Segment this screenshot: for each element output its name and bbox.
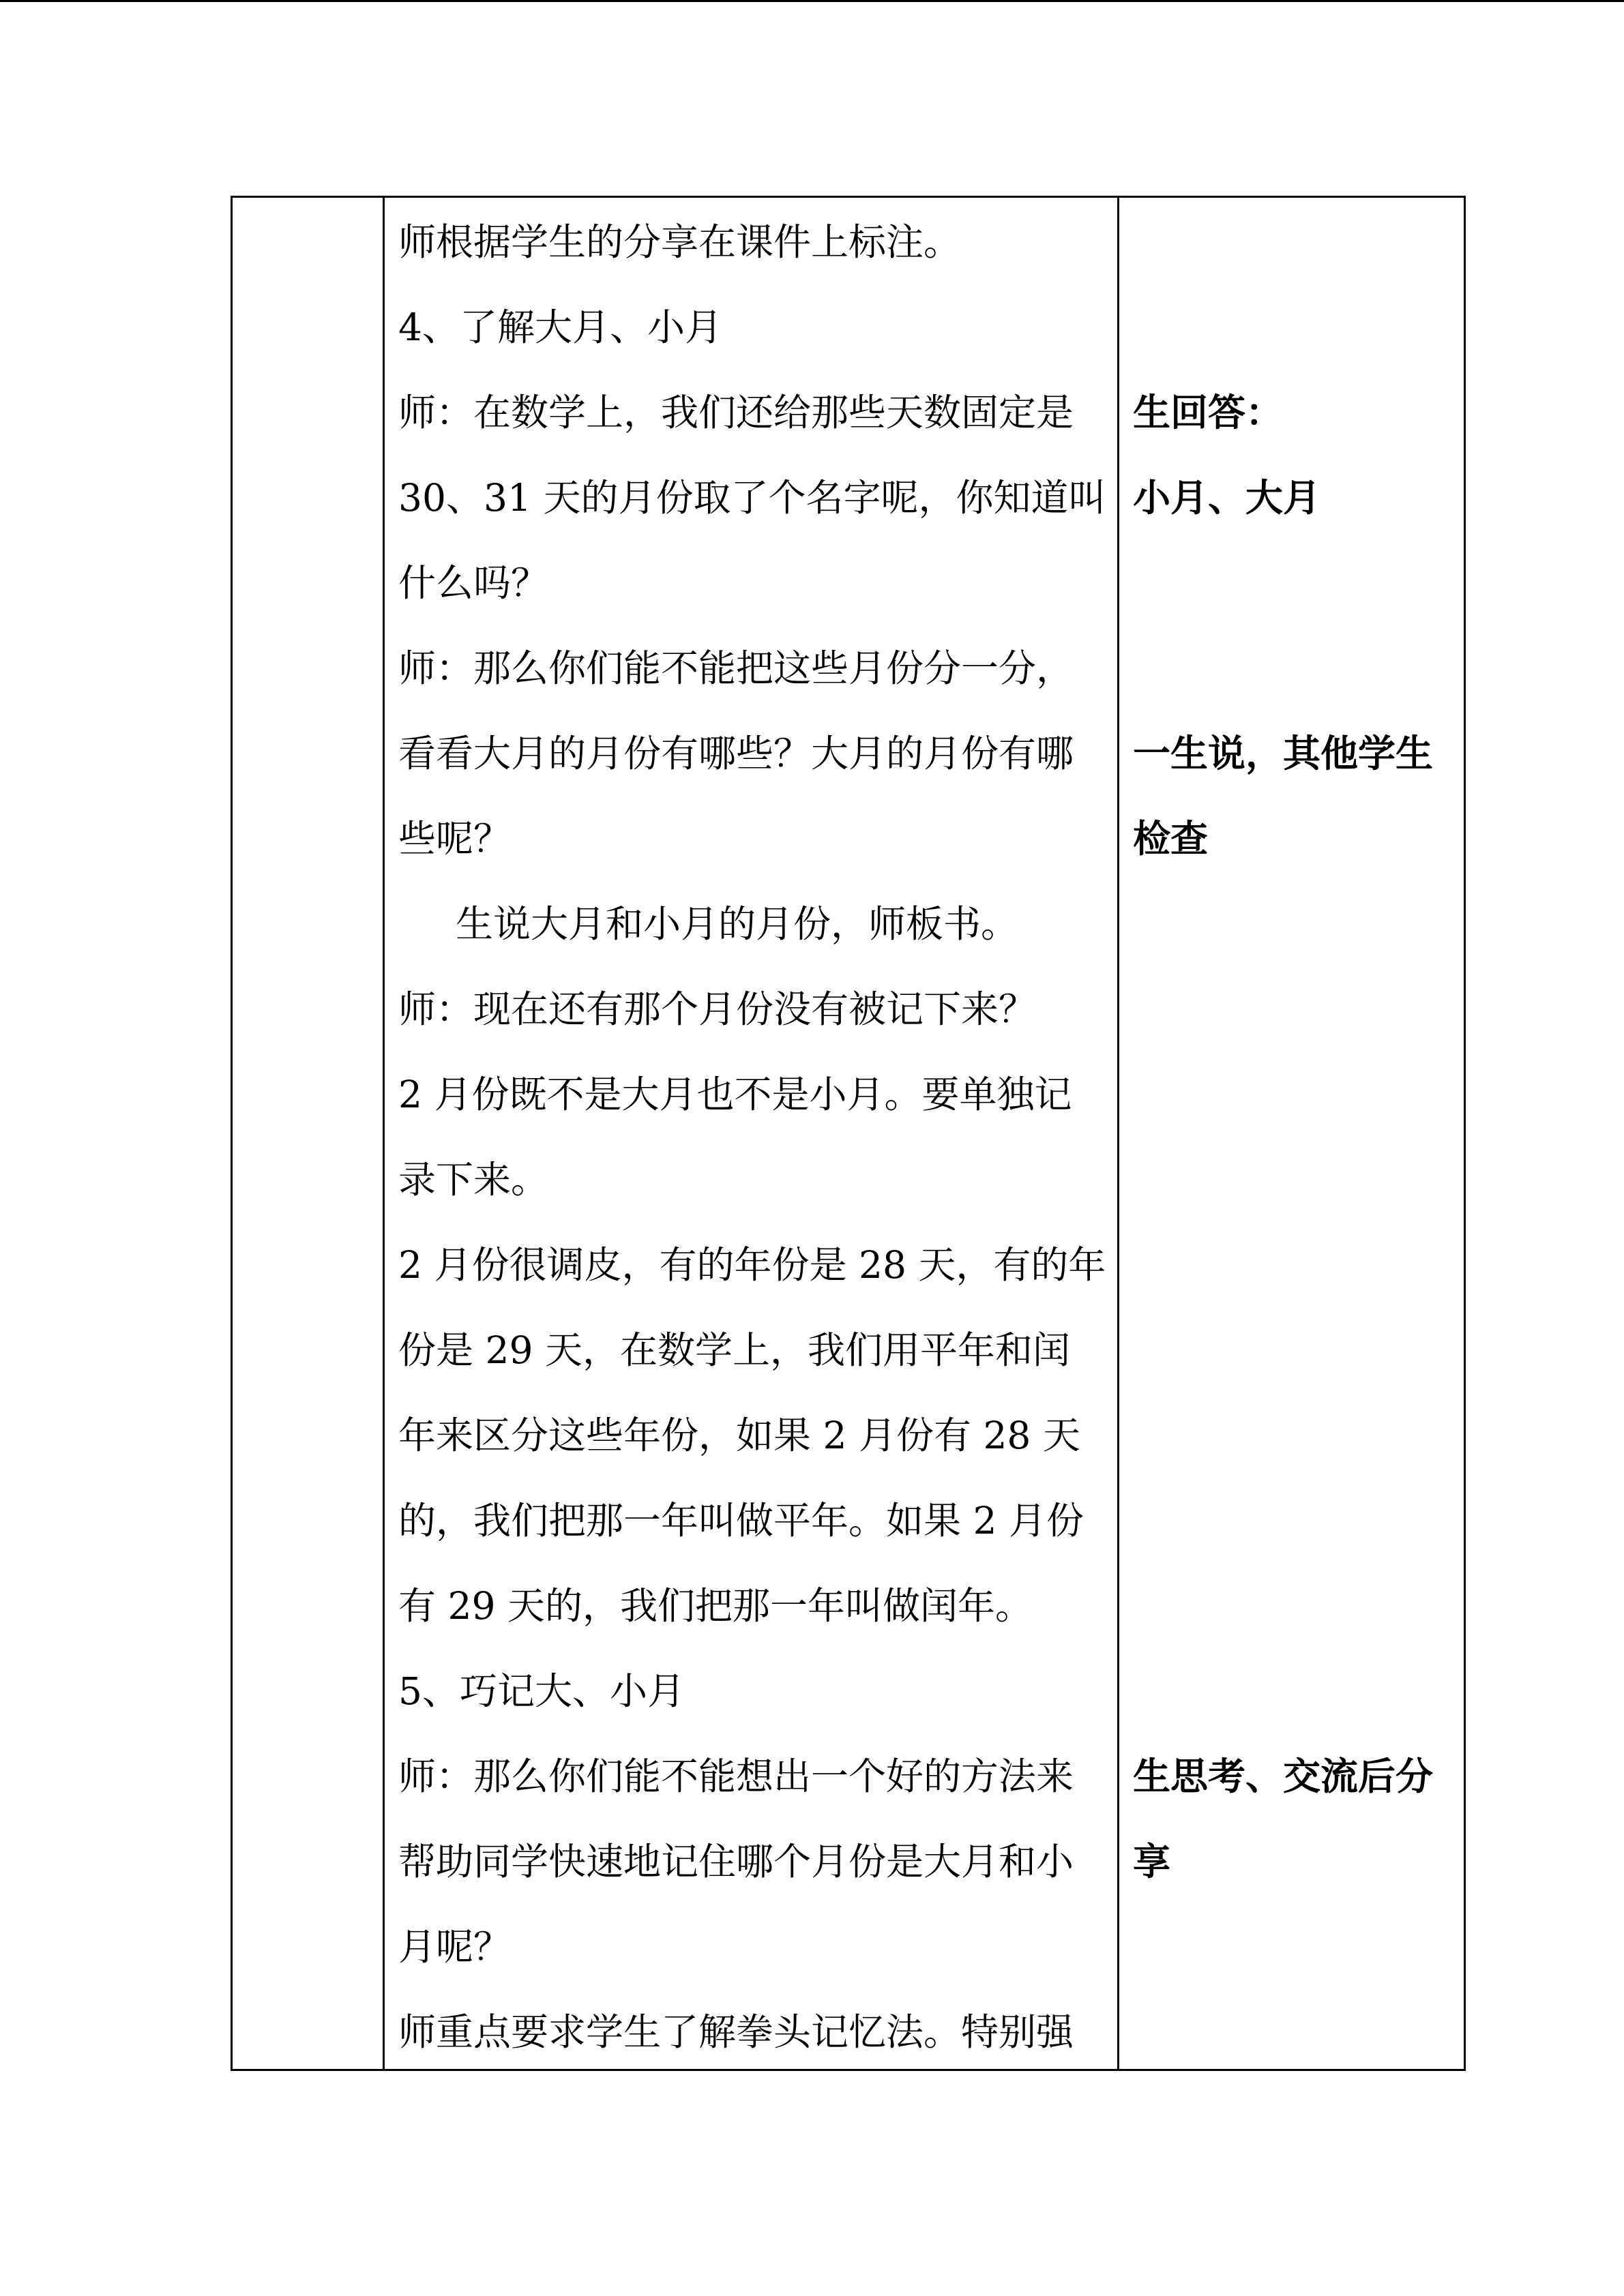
teacher-line: 师重点要求学生了解拳头记忆法。特别强 (398, 2010, 1074, 2054)
student-line: 检查 (1133, 817, 1209, 861)
teacher-line: 30、31 天的月份取了个名字呢，你知道叫 (398, 476, 1106, 520)
teacher-line: 录下来。 (398, 1158, 549, 1202)
teacher-line: 4、了解大月、小月 (398, 305, 722, 349)
teacher-line: 些呢？ (398, 817, 512, 861)
teacher-line: 2 月份很调皮，有的年份是 28 天，有的年 (398, 1243, 1106, 1287)
page-top-border (0, 0, 1624, 2)
teacher-line: 师：那么你们能不能想出一个好的方法来 (398, 1755, 1074, 1798)
student-line: 生回答： (1133, 391, 1284, 434)
teacher-line: 2 月份既不是大月也不是小月。要单独记 (398, 1073, 1072, 1116)
teacher-line: 5、巧记大、小月 (398, 1669, 685, 1713)
teacher-line: 有 29 天的，我们把那一年叫做闰年。 (398, 1584, 1033, 1628)
lesson-plan-table (231, 196, 1466, 2071)
teacher-line: 份是 29 天，在数学上，我们用平年和闰 (398, 1328, 1070, 1372)
teacher-line: 月呢？ (398, 1925, 512, 1969)
teacher-line: 帮助同学快速地记住哪个月份是大月和小 (398, 1840, 1074, 1883)
teacher-line: 什么吗？ (398, 561, 549, 605)
column-divider-right (1117, 198, 1119, 2069)
teacher-line: 师：那么你们能不能把这些月份分一分， (398, 646, 1074, 690)
teacher-line: 师根据学生的分享在课件上标注。 (398, 220, 962, 264)
teacher-line: 年来区分这些年份，如果 2 月份有 28 天 (398, 1414, 1080, 1457)
teacher-line: 的，我们把那一年叫做平年。如果 2 月份 (398, 1499, 1084, 1542)
student-line: 生思考、交流后分 (1133, 1755, 1434, 1798)
teacher-line: 师：在数学上，我们还给那些天数固定是 (398, 391, 1074, 434)
teacher-line: 生说大月和小月的月份，师板书。 (456, 902, 1019, 946)
student-line: 小月、大月 (1133, 476, 1321, 520)
teacher-line: 看看大月的月份有哪些？大月的月份有哪 (398, 732, 1074, 775)
column-divider-left (383, 198, 385, 2069)
teacher-line: 师：现在还有那个月份没有被记下来？ (398, 987, 1037, 1031)
student-line: 一生说，其他学生 (1133, 732, 1434, 775)
student-line: 享 (1133, 1840, 1171, 1883)
